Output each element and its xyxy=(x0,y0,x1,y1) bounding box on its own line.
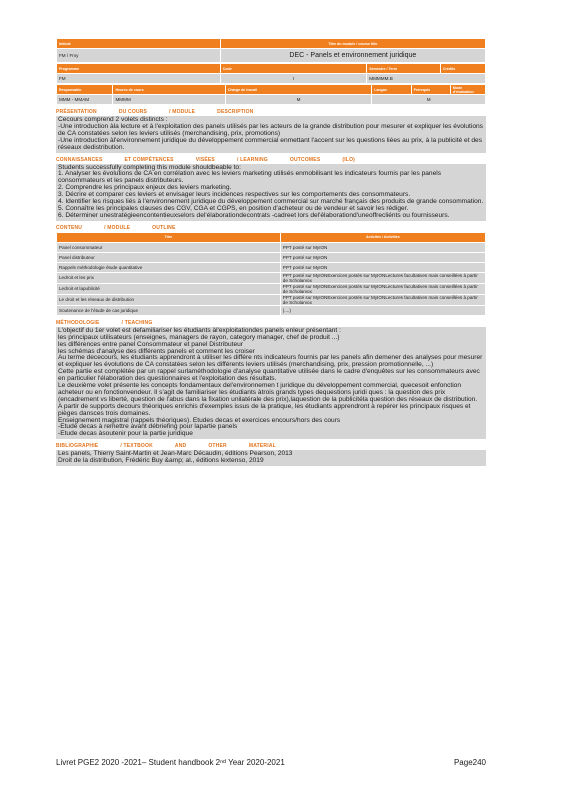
header-cell: Crédits xyxy=(440,64,485,74)
course-load-table xyxy=(56,84,486,105)
course-sheet xyxy=(56,38,486,466)
section-title-outline: CONTENU / MODULE OUTLINE xyxy=(56,224,176,231)
paragraph: -Une introduction àla lecture et à l'exploitation des panels utilisés par les acteurs de la grande distribution pour mesurer et expliquer les évolutions de CA constatées selon les leviers utilisés (merchandising, prix, promotions) xyxy=(58,122,483,137)
bibliography-text xyxy=(56,450,486,466)
field-value: FM xyxy=(57,74,221,84)
header-cell: Langue xyxy=(372,85,411,95)
course-title: DEC - Panels et environnement juridique xyxy=(220,49,485,63)
header-cell: Mode d'évaluation xyxy=(450,85,485,95)
field-value: M xyxy=(372,95,486,105)
outline-topic: Panel consommateur xyxy=(57,242,281,252)
paragraph: Students successfully completing this module shouldbeable to: xyxy=(58,163,241,171)
outline-activity: PPT posté sur MyIONExercices postés sur MyIONLectures facultatives mais conseillées à partir de Scholarvox xyxy=(280,283,485,294)
footer-handbook-title: Livret PGE2 2020 -2021– Student handbook 2ⁿᵈ Year 2020-2021 xyxy=(56,758,285,767)
learning-outcomes-text xyxy=(56,164,486,221)
paragraph: les différences entre panel Consommateur et panel Distributeur xyxy=(58,340,243,348)
paragraph: Cette partie est complétée par un rappel surlaméthodologie d'analyse quantitative utilisée dans le cadre d'enquêtes sur les consommateurs avec en particulier l'élaboration des questionnaires et l'exploitation des résultats. xyxy=(58,368,480,383)
outline-activity: PPT posté sur MyION xyxy=(280,242,485,252)
course-meta-table xyxy=(56,63,486,84)
outline-activity: PPT posté sur MyION xyxy=(280,252,485,262)
outline-header: Titre xyxy=(57,232,281,242)
outline-activity: PPT posté sur MyION xyxy=(280,262,485,272)
paragraph: 4. Identifier les risques liés à l'environnement juridique du développement commercial sur marché français des produits de grande consommation. xyxy=(58,198,484,206)
header-cell: Programme xyxy=(57,64,221,74)
presentation-text xyxy=(56,116,486,153)
field-value: MMMM xyxy=(113,95,225,105)
outline-topic: Panel distributeur xyxy=(57,252,281,262)
field-value: FM / Fmy xyxy=(57,49,221,63)
teaching-text xyxy=(56,327,486,440)
paragraph: 6. Déterminer unestratégieencontentieuxselors del'élaborationdecontrats -cadreet lors del'élaborationd'uneoffrecliénts ou fournisseurs. xyxy=(58,211,450,219)
outline-activity: PPT posté sur MyIONExercices postés sur MyIONLectures facultatives mais conseillées à partir de Scholarvox xyxy=(280,272,485,283)
outline-activity: PPT posté sur MyIONExercices postés sur MyIONLectures facultatives mais conseillées à partir de Scholarvox xyxy=(280,294,485,305)
paragraph: Au terme dececours, les étudiants apprendront à utiliser les différe nts indicateurs fournis par les panels afin demener des analyses pour mesurer et expliquer les évolutions de CA constatées selon les différents leviers utilisés (merchandising, prix, pression promotionnelle, ...) xyxy=(58,354,483,369)
paragraph: 3. Décrire et comparer ces leviers et envisager leurs incidences respectives sur les comportements des consommateurs. xyxy=(58,191,411,199)
header-cell: Heures de cours xyxy=(113,85,225,95)
page-number: Page240 xyxy=(453,758,486,767)
outline-topic: Le droit et les réseaux de distribution xyxy=(57,294,281,305)
outline-topic: Ledroit et les prix xyxy=(57,272,281,283)
header-cell: Responsable xyxy=(57,85,113,95)
outline-topic: Soutenance de l'étude de cas juridique xyxy=(57,305,281,315)
field-value: M xyxy=(225,95,372,105)
paragraph: -Etude decas à remettre avant débriefing pour lapartie panels xyxy=(58,423,238,431)
header-cell: Semestre / Term xyxy=(367,64,441,74)
section-title-presentation: PRÉSENTATION DU COURS / MODULE DESCRIPTION xyxy=(56,109,254,115)
field-value: I xyxy=(220,74,367,84)
header-cell: Code xyxy=(220,64,367,74)
outline-activity: (....) xyxy=(280,305,485,315)
outline-table xyxy=(56,232,486,316)
section-title-ilo: CONNAISSANCES ET COMPÉTENCES VISÉES / LEARNING OUTCOMES (ILO) xyxy=(56,156,356,163)
header-cell: Charge de travail xyxy=(225,85,372,95)
paragraph: les principaux utilisateurs (enseignes, managers de rayon, category manager, chef de produit ...) xyxy=(58,333,340,341)
field-value: MMMMM.B xyxy=(367,74,486,84)
paragraph: A partir de supports decours théoriques enrichis d'exemples issus de la pratique, les étudiants apprendront à repérer les principaux risques et pièges dansces trois domaines. xyxy=(58,402,471,417)
reference: Les panels, Thierry Saint-Martin et Jean-Marc Décaudin, éditions Pearson, 2013 xyxy=(58,450,293,458)
paragraph: 5. Connaître les principales clauses des CGV, CGA et CGPS, en position d'acheteur ou de vendeur et savoir les rédiger. xyxy=(58,204,409,212)
course-header-table xyxy=(56,38,486,63)
section-title-bibliography: BIBLIOGRAPHIE / TEXTBOOK AND OTHER MATERIAL xyxy=(56,443,276,450)
outline-topic: Rappels méthodologie étude quantitative xyxy=(57,262,281,272)
paragraph: 2. Comprendre les principaux enjeux des leviers marketing. xyxy=(58,184,232,192)
paragraph: Le deuxième volet présente les concepts fondamentaux del'environnemen t juridique du développement commercial, quecesoit enfonction acheteur ou en fonctionvendeur. Il s'agit de familiariser les étudiants àtrois grands types dequestions juridi ques : la question des prix (encadrement vs liberté, question de l'abus dans la fixation unilatérale des prix),laquestion de la publicitéla question des réseaux de distribution. xyxy=(58,382,478,403)
header-cell: Intitulé xyxy=(57,39,221,49)
paragraph: -Etude decas àsoutenir pour la partie juridique xyxy=(58,430,193,438)
paragraph: 1. Analyser les évolutions de CA en corrélation avec les leviers marketing utilisés enmobilisant les indicateurs fournis par les panels consommateurs et les panels distributeurs. xyxy=(58,170,441,185)
paragraph: -Une introduction àl'environnement juridique du développement commercial enmettant l'accent sur les questions liées au prix, à la publicité et des réseaux dedistribution. xyxy=(58,136,483,151)
header-cell: Prérequis xyxy=(411,85,450,95)
outline-header: Activités / Activities xyxy=(280,232,485,242)
outline-topic: Ledroit et lapublicité xyxy=(57,283,281,294)
paragraph: L'objectif du 1er volet est defamiliariser les étudiants àl'exploitationdes panels enleur présentant : xyxy=(58,326,341,334)
section-title-teaching: MÉTHODOLOGIE / TEACHING xyxy=(56,319,153,326)
paragraph: Enseignement magistral (rappels théoriques). Etudes decas et exercices encours/hors des cours xyxy=(58,416,341,424)
page-footer xyxy=(56,758,486,767)
paragraph: Cecours comprend 2 volets distincts : xyxy=(58,116,168,123)
header-cell: Titre du module / course title xyxy=(220,39,485,49)
paragraph: les schémas d'analyse des différents panels et comment les croiser xyxy=(58,347,255,355)
reference: Droit de la distribution, Frédéric Buy &amp; al., éditions lextenso, 2019 xyxy=(58,457,264,465)
field-value: MMM - MMAM xyxy=(57,95,113,105)
